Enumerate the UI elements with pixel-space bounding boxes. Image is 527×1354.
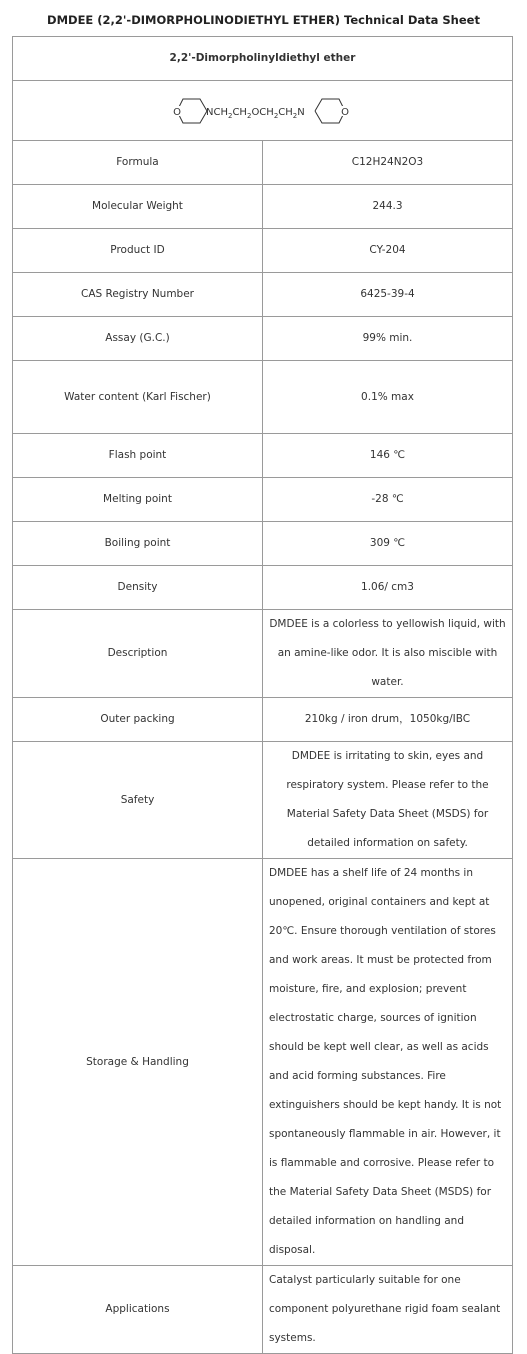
subtitle-row: [13, 37, 513, 81]
property-value: 6425-39-4: [263, 273, 513, 317]
property-value: DMDEE has a shelf life of 24 months in unopened, original containers and kept at 20℃. Ensure thorough ventilation of stores and work areas. It must be protected from moisture, fire, and explosion; prevent electrostatic charge, sources of ignition should be kept well clear, as well as acids and acid forming substances. Fire extinguishers should be kept handy. It is not spontaneously flammable in air. However, it is flammable and corrosive. Please refer to the Material Safety Data Sheet (MSDS) for detailed information on handling and disposal.: [263, 859, 513, 1266]
property-label: Boiling point: [13, 522, 263, 566]
property-value: DMDEE is irritating to skin, eyes and respiratory system. Please refer to the Material Safety Data Sheet (MSDS) for detailed information on safety.: [263, 742, 513, 859]
property-row: [13, 361, 513, 434]
property-value: 1.06/ cm3: [263, 566, 513, 610]
property-value: 210kg / iron drum，1050kg/IBC: [263, 698, 513, 742]
property-label: Storage & Handling: [13, 859, 263, 1266]
property-label: Melting point: [13, 478, 263, 522]
property-label: Outer packing: [13, 698, 263, 742]
property-row: [13, 1266, 513, 1354]
property-label: Flash point: [13, 434, 263, 478]
property-label: Formula: [13, 141, 263, 185]
compound-name: 2,2'-Dimorpholinyldiethyl ether: [13, 37, 513, 81]
property-row: [13, 859, 513, 1266]
data-sheet-table: [12, 36, 513, 1354]
property-value: 0.1% max: [263, 361, 513, 434]
property-label: Density: [13, 566, 263, 610]
property-value: -28 ℃: [263, 478, 513, 522]
property-value: CY-204: [263, 229, 513, 273]
property-row: [13, 610, 513, 698]
property-value: 99% min.: [263, 317, 513, 361]
property-label: Safety: [13, 742, 263, 859]
property-row: [13, 566, 513, 610]
linker-formula: $NCH_2CH_2OCH_2CH_2N$: [205, 106, 305, 120]
property-row: [13, 698, 513, 742]
chemical-structure-diagram: [173, 91, 353, 131]
property-row: [13, 742, 513, 859]
property-row: [13, 522, 513, 566]
property-value: 244.3: [263, 185, 513, 229]
property-row: [13, 185, 513, 229]
left-ring-bottom-bonds: [177, 111, 207, 123]
left-ring-oxygen: O: [172, 106, 181, 118]
property-row: [13, 434, 513, 478]
property-label: CAS Registry Number: [13, 273, 263, 317]
property-value: Catalyst particularly suitable for one component polyurethane rigid foam sealant systems.: [263, 1266, 513, 1354]
right-ring-oxygen: O: [340, 106, 349, 118]
property-row: [13, 229, 513, 273]
property-row: [13, 141, 513, 185]
left-ring-top-bonds: [177, 99, 207, 111]
property-row: [13, 317, 513, 361]
property-row: [13, 478, 513, 522]
property-label: Water content (Karl Fischer): [13, 361, 263, 434]
property-row: [13, 273, 513, 317]
property-label: Product ID: [13, 229, 263, 273]
structure-row: [13, 81, 513, 141]
page-title: DMDEE (2,2'-DIMORPHOLINODIETHYL ETHER) Technical Data Sheet: [47, 13, 480, 27]
property-value: DMDEE is a colorless to yellowish liquid, with an amine-like odor. It is also miscible with water.: [263, 610, 513, 698]
property-value: 309 ℃: [263, 522, 513, 566]
property-label: Applications: [13, 1266, 263, 1354]
property-label: Assay (G.C.): [13, 317, 263, 361]
property-value: 146 ℃: [263, 434, 513, 478]
property-label: Description: [13, 610, 263, 698]
property-value: C12H24N2O3: [263, 141, 513, 185]
structure-cell: [13, 81, 513, 141]
property-label: Molecular Weight: [13, 185, 263, 229]
